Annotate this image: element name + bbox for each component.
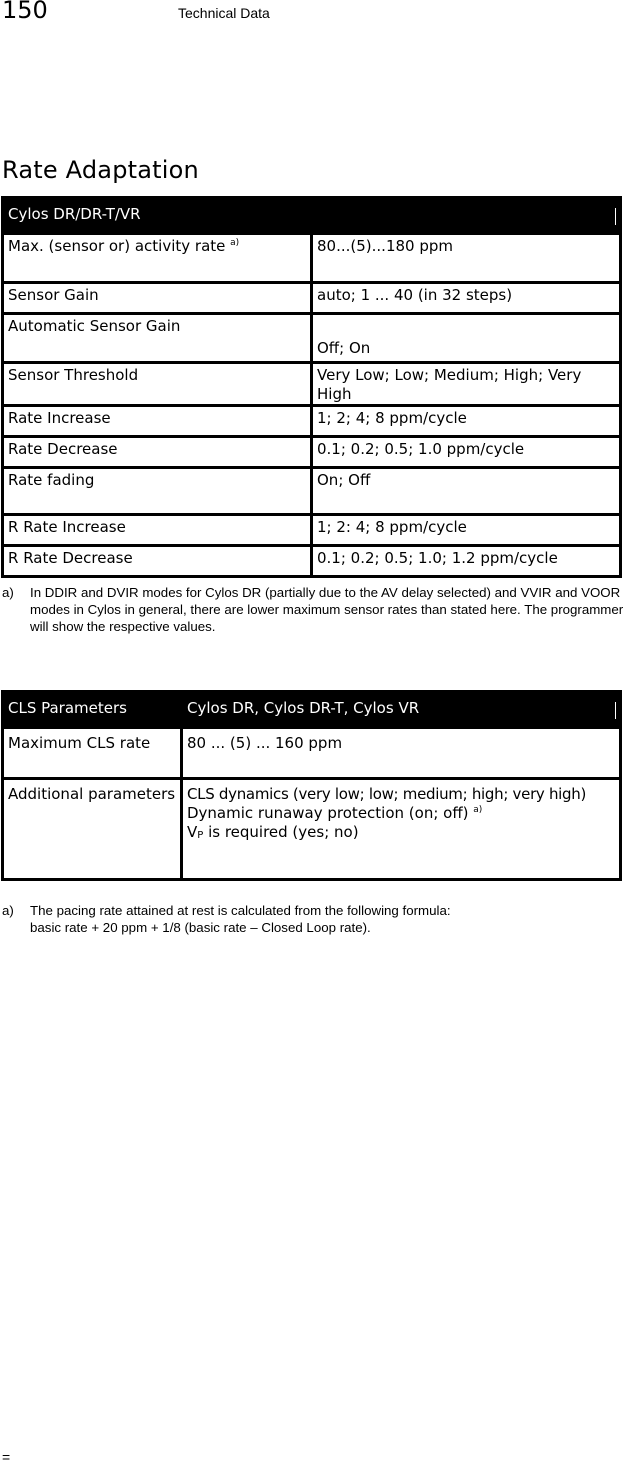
table-row [3,728,621,779]
vp-text: is required (yes; no) [203,823,359,841]
footnote-ref: a) [230,238,240,248]
value-line [187,804,615,823]
row-label: Automatic Sensor Gain [3,314,312,363]
row-label: Additional parameters [3,779,182,880]
vp-subscript: P [197,830,204,841]
vp-symbol: V [187,823,198,841]
page-number: 150 [2,0,48,24]
row-label: Rate Increase [3,406,312,437]
footnote-ref: a) [473,805,483,815]
row-value: 1; 2: 4; 8 ppm/cycle [312,515,621,546]
row-value: 80...(5)...180 ppm [312,234,621,283]
table-header-cell [3,198,621,234]
table-header-label: Cylos DR, Cylos DR-T, Cylos VR [187,699,420,717]
table-header-row [3,198,621,234]
footnote-text: In DDIR and DVIR modes for Cylos DR (partially due to the AV delay selected) and VVIR and VOOR modes in Cylos in general, there are lower maximum sensor rates than stated here. The programmer will show the respective values. [30,585,624,634]
cls-parameters-table [1,690,622,881]
table-row [3,546,621,577]
section-title: Rate Adaptation [2,156,199,184]
footnote-mark: a) [2,585,14,600]
table-row [3,779,621,880]
table-header-label: Cylos DR/DR-T/VR [8,205,141,223]
table-row [3,515,621,546]
row-label: Rate fading [3,468,312,515]
table-header-right [182,692,621,728]
row-value: 1; 2; 4; 8 ppm/cycle [312,406,621,437]
row-value: 0.1; 0.2; 0.5; 1.0; 1.2 ppm/cycle [312,546,621,577]
table-row [3,468,621,515]
row-label-text: Max. (sensor or) activity rate [8,237,226,255]
value-line [187,823,615,842]
row-value: 80 ... (5) ... 160 ppm [182,728,621,779]
row-value: 0.1; 0.2; 0.5; 1.0 ppm/cycle [312,437,621,468]
row-value [182,779,621,880]
footnote-mark: a) [2,903,14,918]
row-label: Sensor Gain [3,283,312,314]
table-row [3,283,621,314]
rate-adaptation-table [1,196,622,578]
footnote-line: The pacing rate attained at rest is calculated from the following formula: [30,903,451,918]
row-label: R Rate Decrease [3,546,312,577]
row-value: Very Low; Low; Medium; High; Very High [312,363,621,406]
table-row [3,406,621,437]
table-row [3,437,621,468]
table-row [3,234,621,283]
row-value: On; Off [312,468,621,515]
bottom-mark: = [2,1449,11,1465]
running-head: Technical Data [178,5,270,21]
row-value: auto; 1 ... 40 (in 32 steps) [312,283,621,314]
row-label: R Rate Increase [3,515,312,546]
table-header-row [3,692,621,728]
value-line: CLS dynamics (very low; low; medium; high; very high) [187,785,587,803]
row-label: Maximum CLS rate [3,728,182,779]
row-label [3,234,312,283]
row-label: Sensor Threshold [3,363,312,406]
table-row [3,363,621,406]
row-value: Off; On [312,314,621,363]
footnote [2,584,634,635]
table-header-left: CLS Parameters [3,692,182,728]
footnote [2,902,622,936]
table-row [3,314,621,363]
footnote-line: basic rate + 20 ppm + 1/8 (basic rate – Closed Loop rate). [30,920,371,935]
value-line-text: Dynamic runaway protection (on; off) [187,804,469,822]
row-label: Rate Decrease [3,437,312,468]
header-divider [615,208,616,225]
header-divider [615,702,616,719]
